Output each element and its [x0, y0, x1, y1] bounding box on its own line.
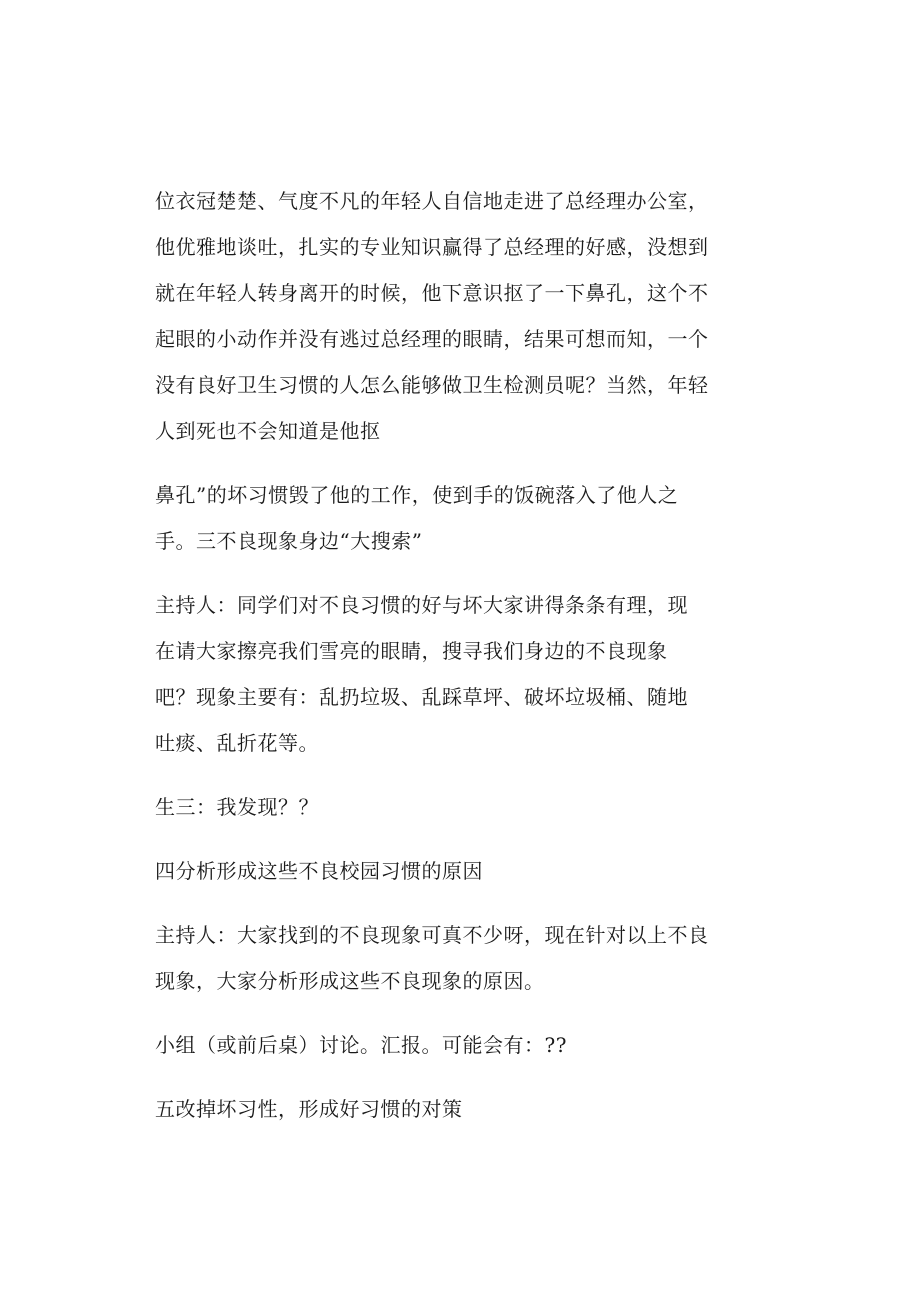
text-line: 吧？现象主要有：乱扔垃圾、乱踩草坪、破坏垃圾桶、随地 — [155, 685, 688, 709]
paragraph-story — [155, 178, 795, 454]
text-line: 人到死也不会知道是他抠 — [155, 419, 381, 443]
text-line: 主持人：同学们对不良习惯的好与坏大家讲得条条有理，现 — [155, 593, 688, 617]
text-line: 就在年轻人转身离开的时候，他下意识抠了一下鼻孔，这个不 — [155, 281, 709, 305]
text-line: 手。三不良现象身边“大搜索” — [155, 529, 423, 553]
section-heading-four — [155, 848, 795, 894]
text-line: 鼻孔”的坏习惯毁了他的工作，使到手的饭碗落入了他人之 — [155, 483, 679, 507]
text-line: 位衣冠楚楚、气度不凡的年轻人自信地走进了总经理办公室， — [155, 189, 709, 213]
text-line: 起眼的小动作并没有逃过总经理的眼睛，结果可想而知，一个 — [155, 327, 709, 351]
text-line: 生三：我发现？？ — [155, 795, 319, 819]
section-heading-five — [155, 1086, 795, 1132]
text-line: 他优雅地谈吐，扎实的专业知识赢得了总经理的好感，没想到 — [155, 235, 709, 259]
paragraph-student-three — [155, 784, 795, 830]
text-line: 五改掉坏习性，形成好习惯的对策 — [155, 1097, 463, 1121]
text-line: 主持人：大家找到的不良现象可真不少呀，现在针对以上不良 — [155, 923, 709, 947]
paragraph-group-discussion — [155, 1022, 795, 1068]
document-body — [155, 178, 795, 1132]
text-line: 吐痰、乱折花等。 — [155, 731, 319, 755]
text-line: 小组（或前后桌）讨论。汇报。可能会有：?? — [155, 1033, 567, 1057]
text-line: 现象，大家分析形成这些不良现象的原因。 — [155, 969, 545, 993]
text-line: 四分析形成这些不良校园习惯的原因 — [155, 859, 483, 883]
text-line: 在请大家擦亮我们雪亮的眼睛，搜寻我们身边的不良现象 — [155, 639, 668, 663]
text-line: 没有良好卫生习惯的人怎么能够做卫生检测员呢？当然，年轻 — [155, 373, 709, 397]
paragraph-host-search — [155, 582, 795, 766]
paragraph-host-analysis — [155, 912, 795, 1004]
paragraph-story-end — [155, 472, 795, 564]
